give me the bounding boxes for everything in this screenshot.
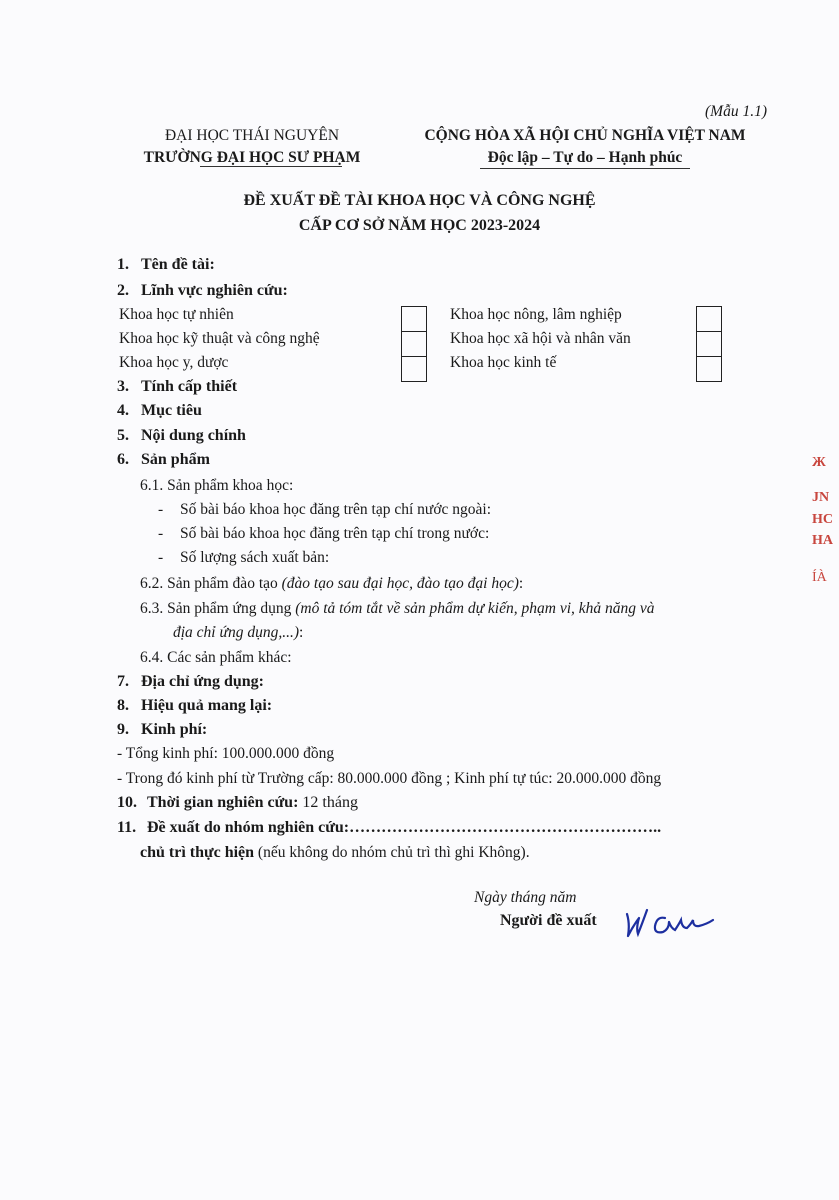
section-4-number: 4. [117, 402, 129, 419]
national-name: CỘNG HÒA XÃ HỘI CHỦ NGHĨA VIỆT NAM [424, 127, 746, 144]
section-7 [117, 673, 264, 691]
section-5-label: Nội dung chính [141, 427, 246, 444]
lead-line [140, 844, 530, 862]
checkbox-agriculture-forestry[interactable] [696, 306, 722, 332]
product-books: Số lượng sách xuất bản: [180, 549, 330, 566]
section-6-number: 6. [117, 451, 129, 468]
section-2-label: Lĩnh vực nghiên cứu: [141, 282, 288, 299]
stamp-fragment-2: JN [812, 490, 830, 505]
section-10 [117, 794, 358, 812]
title-line-2: CẤP CƠ SỞ NĂM HỌC 2023-2024 [298, 217, 541, 234]
stamp-fragment-5: ÍÀ [812, 570, 827, 585]
section-10-value: 12 tháng [298, 794, 358, 811]
product-6-3-note-1: (mô tả tóm tắt về sản phẩm dự kiến, phạm vi, khả năng và [295, 600, 655, 617]
checkbox-natural-sciences[interactable] [401, 306, 427, 332]
section-3-number: 3. [117, 378, 129, 395]
section-9-label: Kinh phí: [141, 721, 208, 738]
product-domestic-articles: Số bài báo khoa học đăng trên tạp chí trong nước: [180, 525, 490, 542]
section-11 [117, 819, 661, 837]
product-6-2-note: (đào tạo sau đại học, đào tạo đại học) [281, 575, 519, 592]
stamp-fragment-3: HC [812, 512, 833, 527]
title-line-1: ĐỀ XUẤT ĐỀ TÀI KHOA HỌC VÀ CÔNG NGHỆ [243, 192, 596, 209]
section-10-number: 10. [117, 794, 137, 811]
section-10-label: Thời gian nghiên cứu: [147, 794, 299, 811]
product-6-3-note-2: địa chỉ ứng dụng,...) [173, 624, 299, 641]
budget-total: - Tổng kinh phí: 100.000.000 đồng [117, 745, 335, 762]
document-title [0, 188, 839, 238]
section-7-label: Địa chỉ ứng dụng: [141, 673, 264, 690]
field-natural-sciences: Khoa học tự nhiên [119, 306, 234, 323]
product-6-2-text: 6.2. Sản phẩm đào tạo [140, 575, 282, 592]
section-8-number: 8. [117, 697, 129, 714]
product-foreign-articles: Số bài báo khoa học đăng trên tạp chí nước ngoài: [180, 501, 492, 518]
institution-header [132, 125, 372, 169]
section-3-label: Tính cấp thiết [141, 378, 238, 395]
field-medicine-pharmacy: Khoa học y, dược [119, 354, 229, 371]
product-6-3-colon: : [298, 624, 304, 641]
section-6 [117, 451, 210, 469]
section-9-number: 9. [117, 721, 129, 738]
field-engineering-technology: Khoa học kỹ thuật và công nghệ [119, 330, 320, 347]
section-1 [117, 256, 215, 274]
section-2 [117, 282, 288, 300]
checkbox-economics[interactable] [696, 356, 722, 382]
section-4 [117, 402, 202, 420]
product-6-2 [140, 575, 523, 593]
product-6-4: 6.4. Các sản phẩm khác: [140, 649, 292, 666]
university-name: ĐẠI HỌC THÁI NGUYÊN [164, 127, 340, 144]
checkbox-medicine-pharmacy[interactable] [401, 356, 427, 382]
product-6-3-text: 6.3. Sản phẩm ứng dụng [140, 600, 296, 617]
section-4-label: Mục tiêu [141, 402, 202, 419]
product-6-3 [140, 600, 655, 618]
product-6-3-cont [173, 624, 303, 642]
section-11-number: 11. [117, 819, 137, 836]
national-header [405, 125, 765, 169]
bullet-dash-1: - [158, 501, 164, 518]
field-economics: Khoa học kinh tế [450, 354, 557, 371]
handwritten-signature [621, 902, 721, 940]
product-6-2-colon: : [518, 575, 524, 592]
product-6-1: 6.1. Sản phẩm khoa học: [140, 477, 294, 494]
checkbox-engineering-technology[interactable] [401, 331, 427, 357]
form-code: (Mẫu 1.1) [705, 103, 767, 120]
section-6-label: Sản phẩm [141, 451, 210, 468]
section-3 [117, 378, 237, 396]
section-1-label: Tên đề tài: [141, 256, 215, 273]
proposer-label: Người đề xuất [500, 912, 597, 929]
budget-detail: - Trong đó kinh phí từ Trường cấp: 80.000.000 đồng ; Kinh phí tự túc: 20.000.000 đồng [117, 770, 662, 787]
school-underline [200, 166, 342, 167]
section-8 [117, 697, 272, 715]
section-5 [117, 427, 246, 445]
section-7-number: 7. [117, 673, 129, 690]
signature-date-line: Ngày tháng năm [474, 889, 577, 906]
section-9 [117, 721, 207, 739]
section-11-label: Đề xuất do nhóm nghiên cứu:………………………………………………….. [147, 819, 662, 836]
section-1-number: 1. [117, 256, 129, 273]
checkbox-social-sciences-humanities[interactable] [696, 331, 722, 357]
bullet-dash-3: - [158, 549, 164, 566]
motto-underline [480, 168, 690, 169]
section-5-number: 5. [117, 427, 129, 444]
lead-note: (nếu không do nhóm chủ trì thì ghi Không). [254, 844, 530, 861]
field-social-sciences-humanities: Khoa học xã hội và nhân văn [450, 330, 631, 347]
school-name: TRƯỜNG ĐẠI HỌC SƯ PHẠM [143, 149, 361, 166]
bullet-dash-2: - [158, 525, 164, 542]
field-agriculture-forestry: Khoa học nông, lâm nghiệp [450, 306, 622, 323]
stamp-fragment-4: HA [812, 533, 833, 548]
lead-label: chủ trì thực hiện [140, 844, 255, 861]
stamp-fragment-1: Ж [812, 455, 826, 470]
section-8-label: Hiệu quả mang lại: [141, 697, 273, 714]
section-2-number: 2. [117, 282, 129, 299]
national-motto: Độc lập – Tự do – Hạnh phúc [487, 149, 683, 166]
